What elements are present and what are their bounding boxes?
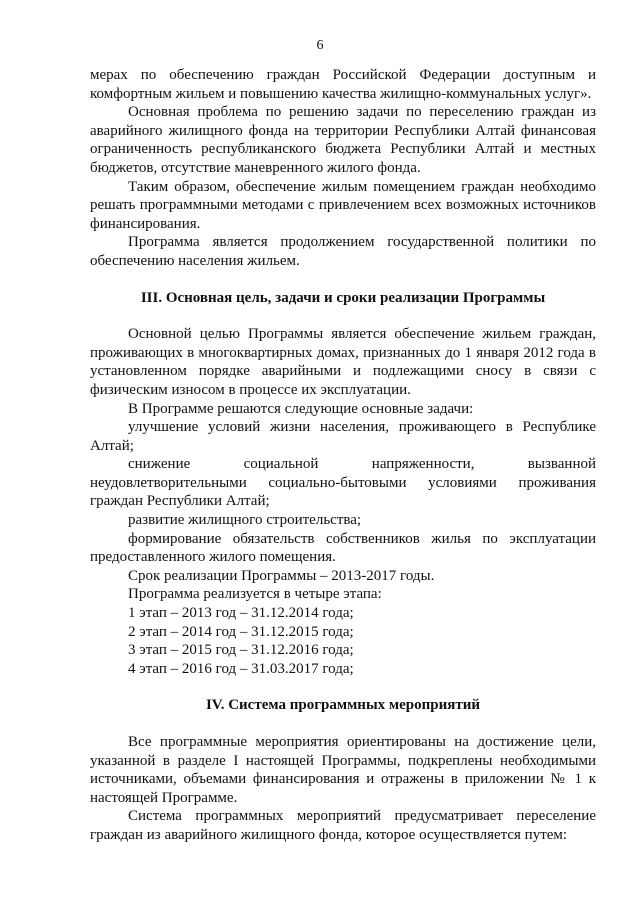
paragraph: Основной целью Программы является обеспечение жильем граждан, проживающих в многоквартирных домах, признанных до 1 января 2012 года в установленном порядке аварийными и подлежащими сносу в связи с физическим износом в процессе их эксплуатации. (90, 326, 596, 398)
document-body (90, 66, 596, 845)
list-item: снижение социальной напряженности, вызванной неудовлетворительными социально-бытовыми условиями проживания граждан Республики Алтай; (90, 456, 596, 510)
list-item: улучшение условий жизни населения, проживающего в Республике Алтай; (90, 419, 596, 454)
paragraph: Все программные мероприятия ориентированы на достижение цели, указанной в разделе I настоящей Программы, подкреплены необходимыми источниками, объемами финансирования и отражены в приложении № 1 к настоящей Программе. (90, 734, 596, 806)
list-item: развитие жилищного строительства; (128, 512, 362, 529)
paragraph: мерах по обеспечению граждан Российской Федерации доступным и комфортным жильем и повышению качества жилищно-коммунальных услуг». (90, 67, 596, 102)
paragraph: Программа является продолжением государственной политики по обеспечению населения жильем. (90, 234, 596, 269)
paragraph: Система программных мероприятий предусматривает переселение граждан из аварийного жилищного фонда, которое осуществляется путем: (90, 808, 596, 843)
section-heading-4: IV. Система программных мероприятий (205, 697, 481, 714)
stage-item: 1 этап – 2013 год – 31.12.2014 года; (128, 605, 354, 622)
paragraph: Основная проблема по решению задачи по переселению граждан из аварийного жилищного фонда на территории Республики Алтай финансовая ограниченность республиканского бюджета Республики Алтай и местных бюджетов, отсутствие маневренного жилого фонда. (90, 104, 596, 176)
paragraph: Программа реализуется в четыре этапа: (128, 586, 382, 603)
paragraph: В Программе решаются следующие основные задачи: (128, 400, 474, 417)
stage-item: 2 этап – 2014 год – 31.12.2015 года; (128, 623, 354, 640)
page-number: 6 (316, 38, 324, 53)
paragraph: Таким образом, обеспечение жилым помещением граждан необходимо решать программными методами с привлечением всех возможных источников финансирования. (90, 178, 596, 232)
list-item: формирование обязательств собственников жилья по эксплуатации предоставленного жилого помещения. (90, 530, 596, 566)
stage-item: 3 этап – 2015 год – 31.12.2016 года; (128, 642, 354, 659)
paragraph: Срок реализации Программы – 2013-2017 годы. (128, 567, 435, 584)
section-heading-3: III. Основная цель, задачи и сроки реализации Программы (140, 289, 546, 306)
stage-item: 4 этап – 2016 год – 31.03.2017 года; (128, 660, 354, 677)
